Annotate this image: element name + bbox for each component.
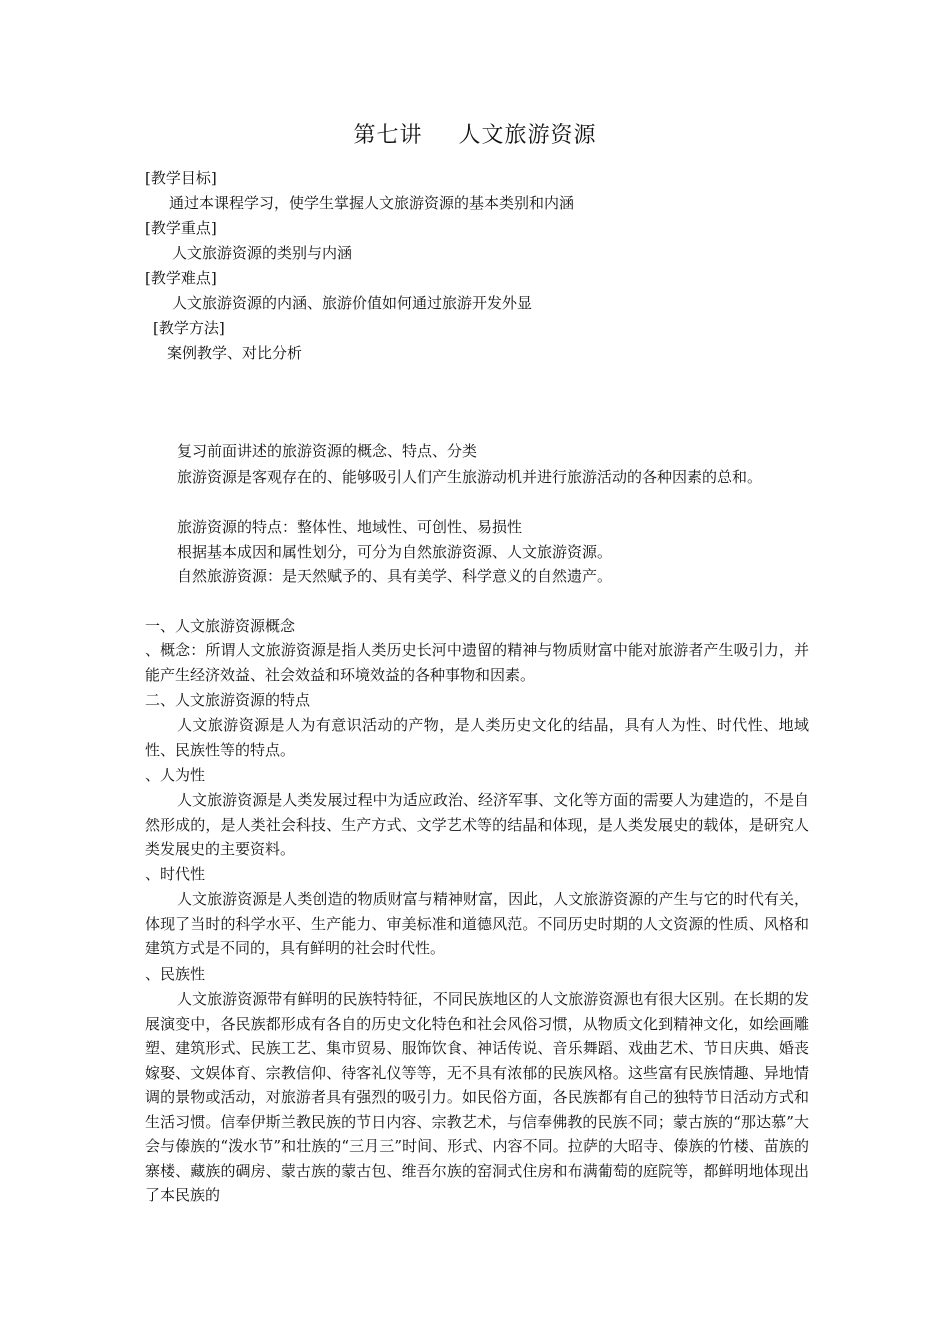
section-2-text: 人文旅游资源是人为有意识活动的产物，是人类历史文化的结晶，具有人为性、时代性、地域性、民族性等的特点。 [145, 716, 809, 759]
section-2-heading: 二、人文旅游资源的特点 [145, 691, 311, 709]
method-text: 案例教学、对比分析 [167, 344, 303, 362]
goal-label: [教学目标] [145, 169, 217, 187]
review-line-3: 旅游资源的特点：整体性、地域性、可创性、易损性 [177, 518, 523, 536]
review-line-4: 根据基本成因和属性划分，可分为自然旅游资源、人文旅游资源。 [177, 543, 613, 561]
focus-text: 人文旅游资源的类别与内涵 [172, 244, 353, 262]
trait-2-heading: 、时代性 [145, 865, 206, 883]
review-line-5: 自然旅游资源：是天然赋予的、具有美学、科学意义的自然遗产。 [177, 567, 613, 585]
page-title [0, 118, 950, 149]
focus-label: [教学重点] [145, 219, 217, 237]
trait-1-heading: 、人为性 [145, 766, 206, 784]
review-line-1: 复习前面讲述的旅游资源的概念、特点、分类 [177, 442, 478, 460]
difficulty-label: [教学难点] [145, 269, 217, 287]
goal-text: 通过本课程学习，使学生掌握人文旅游资源的基本类别和内涵 [169, 194, 575, 212]
review-line-2: 旅游资源是客观存在的、能够吸引人们产生旅游动机并进行旅游活动的各种因素的总和。 [177, 468, 763, 486]
trait-2-text: 人文旅游资源是人类创造的物质财富与精神财富，因此，人文旅游资源的产生与它的时代有关，体现了当时的科学水平、生产能力、审美标准和道德风范。不同历史时期的人文资源的性质、风格和建筑方式是不同的，具有鲜明的社会时代性。 [145, 890, 809, 957]
section-1-heading: 一、人文旅游资源概念 [145, 617, 296, 635]
title-part2: 人文旅游资源 [458, 123, 597, 148]
trait-3-text: 人文旅游资源带有鲜明的民族特特征，不同民族地区的人文旅游资源也有很大区别。在长期的发展演变中，各民族都形成有各自的历史文化特色和社会风俗习惯，从物质文化到精神文化，如绘画雕塑、建筑形式、民族工艺、集市贸易、服饰饮食、神话传说、音乐舞蹈、戏曲艺术、节日庆典、婚丧嫁娶、文娱体育、宗教信仰、待客礼仪等等，无不具有浓郁的民族风格。这些富有民族情趣、异地情调的景物或活动，对旅游者具有强烈的吸引力。如民俗方面，各民族都有自己的独特节日活动方式和生活习惯。信奉伊斯兰教民族的节日内容、宗教艺术，与信奉佛教的民族不同；蒙古族的“那达慕”大会与傣族的“泼水节”和壮族的“三月三”时间、形式、内容不同。拉萨的大昭寺、傣族的竹楼、苗族的寨楼、藏族的碉房、蒙古族的蒙古包、维吾尔族的窑洞式住房和布满葡萄的庭院等，都鲜明地体现出了本民族的 [145, 990, 809, 1204]
trait-3-heading: 、民族性 [145, 965, 206, 983]
method-label: [教学方法] [153, 319, 225, 337]
title-part1: 第七讲 [353, 123, 423, 148]
difficulty-text: 人文旅游资源的内涵、旅游价值如何通过旅游开发外显 [172, 294, 533, 312]
section-1-text: 、概念：所谓人文旅游资源是指人类历史长河中遗留的精神与物质财富中能对旅游者产生吸引力，并能产生经济效益、社会效益和环境效益的各种事物和因素。 [145, 641, 809, 684]
trait-1-text: 人文旅游资源是人类发展过程中为适应政治、经济军事、文化等方面的需要人为建造的，不是自然形成的，是人类社会科技、生产方式、文学艺术等的结晶和体现，是人类发展史的载体，是研究人类发展史的主要资料。 [145, 791, 809, 858]
